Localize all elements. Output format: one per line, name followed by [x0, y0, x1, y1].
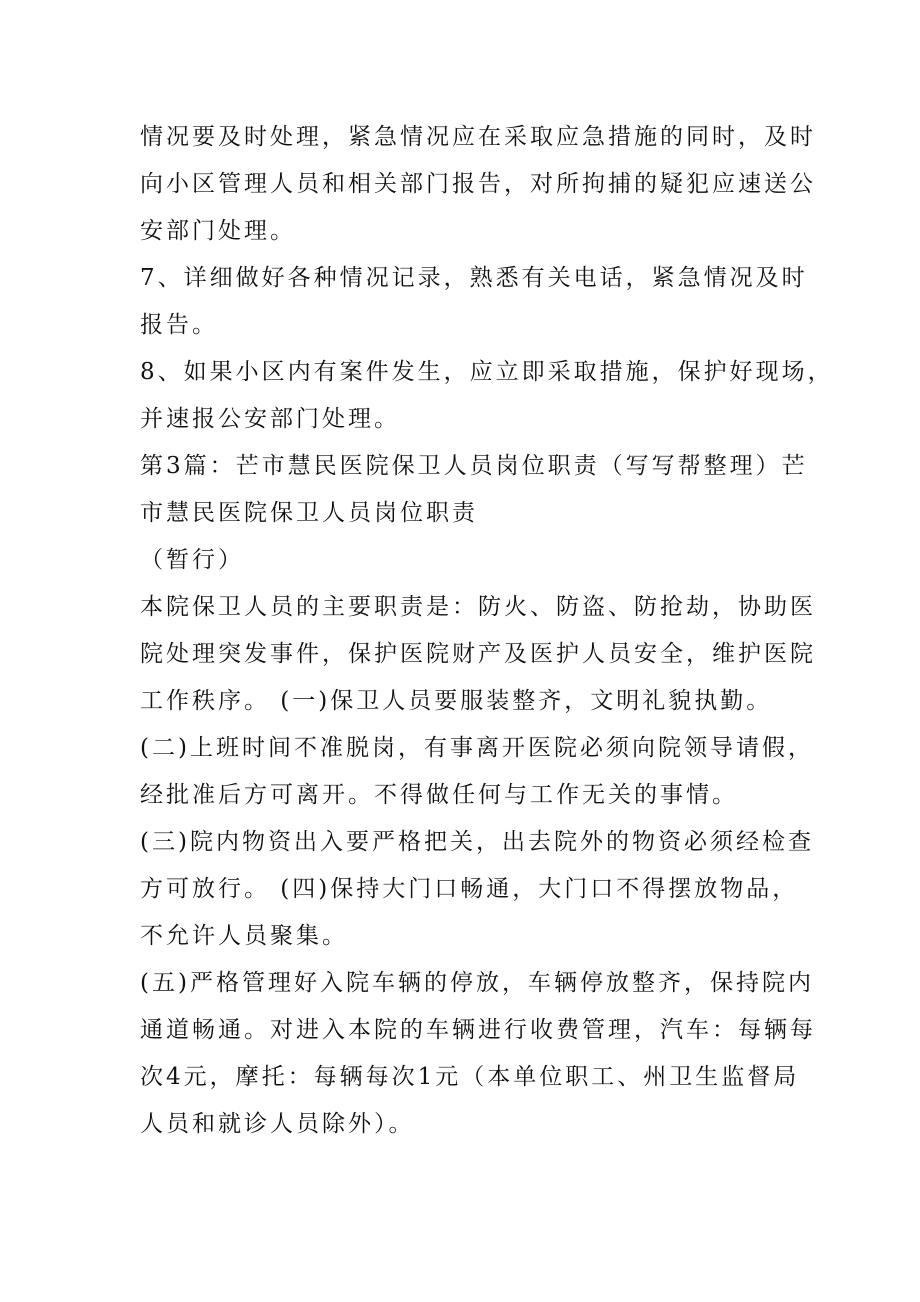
text-line: 报告。 — [140, 312, 218, 338]
section-subtitle: （暂行） — [140, 547, 244, 573]
text-line: 工作秩序。 (一)保卫人员要服装整齐，文明礼貌执勤。 — [140, 688, 773, 714]
text-line: 经批准后方可离开。不得做任何与工作无关的事情。 — [140, 782, 738, 808]
text-line: 向小区管理人员和相关部门报告，对所拘捕的疑犯应速送公 — [140, 171, 816, 197]
text-line: 安部门处理。 — [140, 218, 296, 244]
text-line: 并速报公安部门处理。 — [140, 406, 400, 432]
text-line: 本院保卫人员的主要职责是：防火、防盗、防抢劫，协助医 — [140, 594, 816, 620]
text-line: (三)院内物资出入要严格把关，出去院外的物资必须经检查 — [140, 829, 814, 855]
text-line: 情况要及时处理，紧急情况应在采取应急措施的同时，及时 — [140, 124, 816, 150]
text-line: 次4元，摩托：每辆每次1元（本单位职工、州卫生监督局 — [140, 1064, 800, 1090]
document-body — [140, 114, 834, 1148]
text-line: 通道畅通。对进入本院的车辆进行收费管理，汽车：每辆每 — [140, 1017, 816, 1043]
text-line: 7、详细做好各种情况记录，熟悉有关电话，紧急情况及时 — [140, 265, 808, 291]
text-line: 不允许人员聚集。 — [140, 923, 348, 949]
section-heading: 第3篇：芒市慧民医院保卫人员岗位职责（写写帮整理）芒 — [140, 453, 808, 479]
text-line: 方可放行。 (四)保持大门口畅通，大门口不得摆放物品， — [140, 876, 799, 902]
text-line: 8、如果小区内有案件发生，应立即采取措施，保护好现场， — [140, 359, 834, 385]
text-line: (五)严格管理好入院车辆的停放，车辆停放整齐，保持院内 — [140, 970, 814, 996]
section-heading-continued: 市慧民医院保卫人员岗位职责 — [140, 500, 478, 526]
text-line: 院处理突发事件，保护医院财产及医护人员安全，维护医院 — [140, 641, 816, 667]
text-line: 人员和就诊人员除外）。 — [140, 1111, 415, 1137]
text-line: (二)上班时间不准脱岗，有事离开医院必须向院领导请假， — [140, 735, 814, 761]
